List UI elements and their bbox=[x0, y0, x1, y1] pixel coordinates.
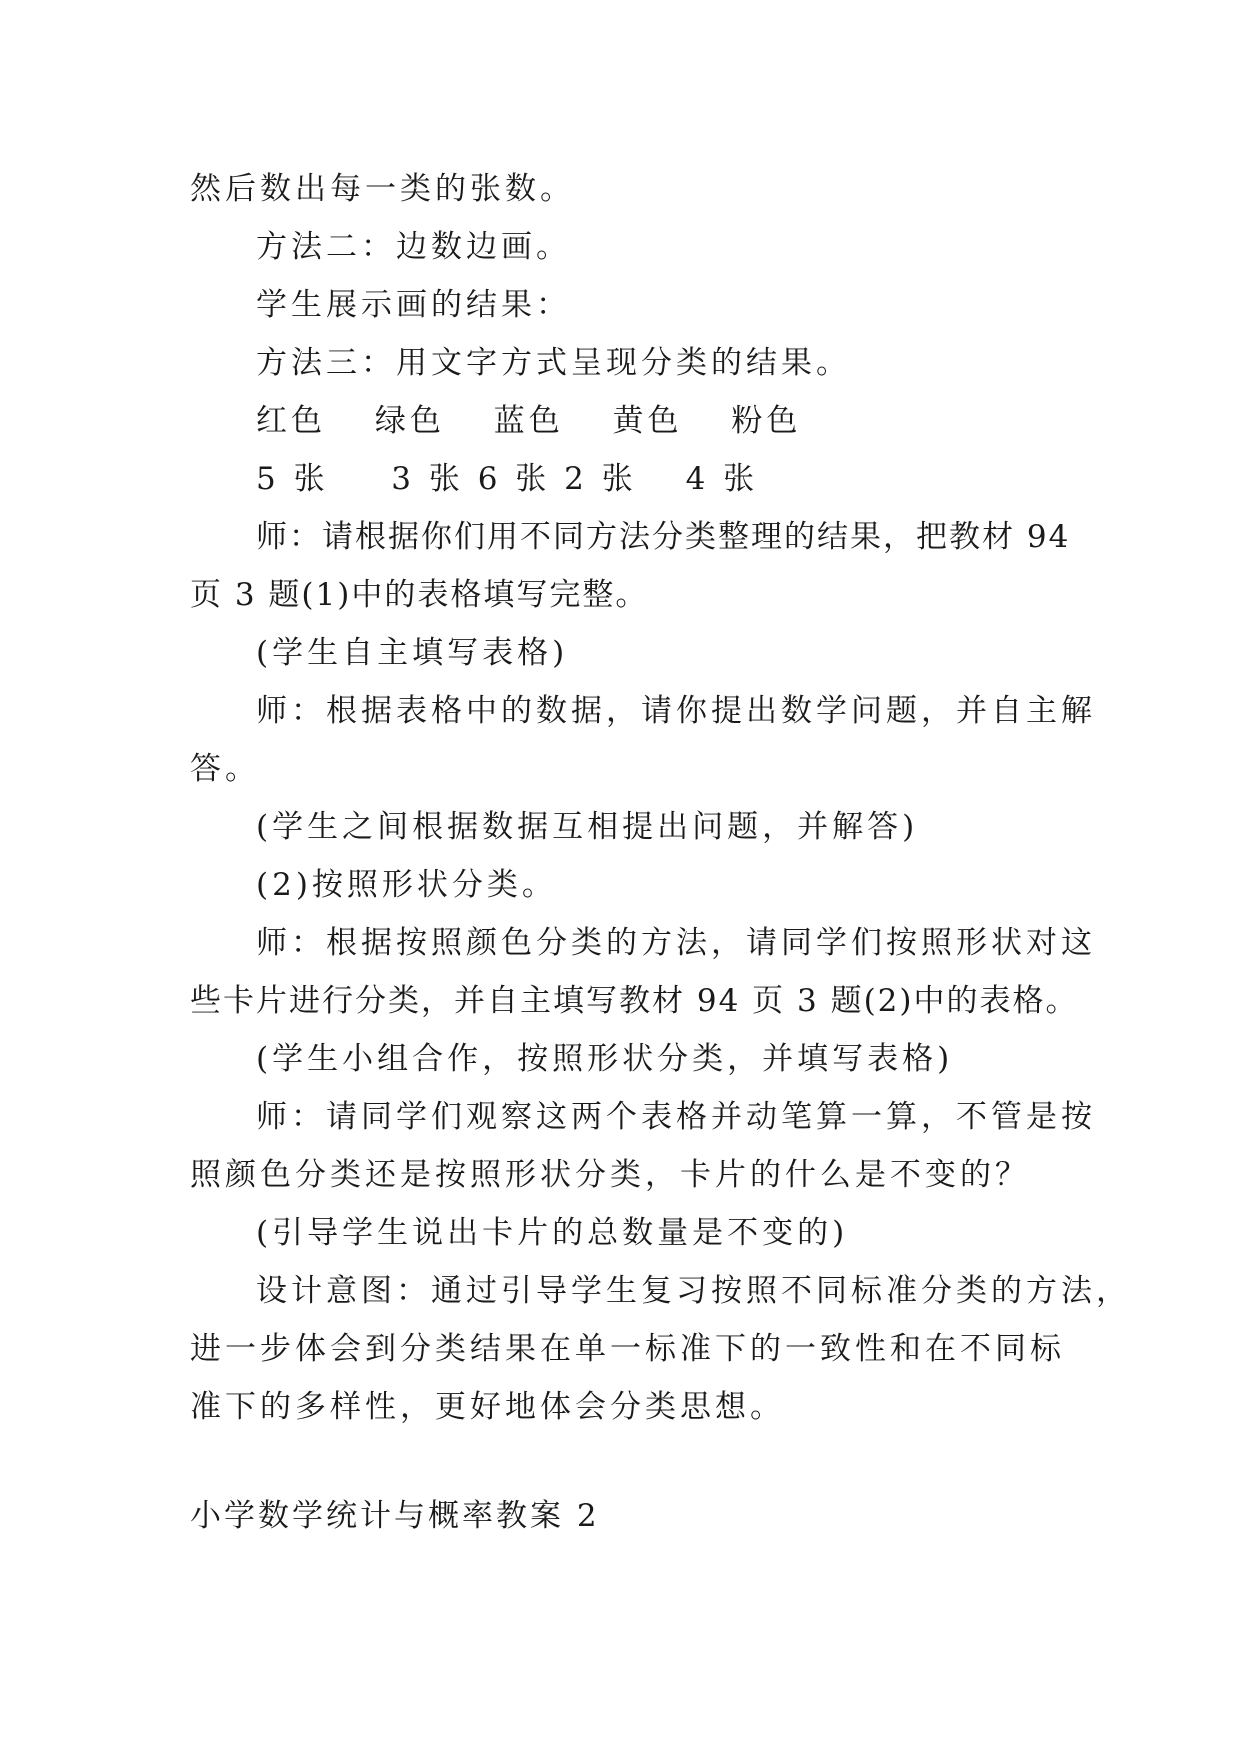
text-line: (学生自主填写表格) bbox=[256, 635, 569, 671]
text-line: 页 3 题(1)中的表格填写完整。 bbox=[190, 577, 649, 613]
text-line: 照颜色分类还是按照形状分类，卡片的什么是不变的？ bbox=[190, 1157, 1030, 1193]
text-line: 师：根据表格中的数据，请你提出数学问题，并自主解 bbox=[256, 693, 1096, 729]
text-line: 些卡片进行分类，并自主填写教材 94 页 3 题(2)中的表格。 bbox=[190, 983, 1079, 1019]
text-line: 然后数出每一类的张数。 bbox=[190, 171, 575, 207]
text-line: 准下的多样性，更好地体会分类思想。 bbox=[190, 1389, 785, 1425]
text-line: 进一步体会到分类结果在单一标准下的一致性和在不同标 bbox=[190, 1331, 1065, 1367]
card-counts-row: 5 张 3 张 6 张 2 张 4 张 bbox=[256, 461, 759, 497]
text-line: (学生小组合作，按照形状分类，并填写表格) bbox=[256, 1041, 954, 1077]
text-line: 师：请根据你们用不同方法分类整理的结果，把教材 94 bbox=[256, 519, 1071, 555]
color-categories-row: 红色 绿色 蓝色 黄色 粉色 bbox=[256, 403, 802, 439]
design-intent-line: 设计意图：通过引导学生复习按照不同标准分类的方法， bbox=[256, 1273, 1131, 1309]
section-heading: 小学数学统计与概率教案 2 bbox=[190, 1498, 600, 1534]
text-line: 方法二：边数边画。 bbox=[256, 229, 571, 265]
document-body bbox=[190, 160, 1131, 1436]
text-line: 师：根据按照颜色分类的方法，请同学们按照形状对这 bbox=[256, 925, 1096, 961]
text-line: (引导学生说出卡片的总数量是不变的) bbox=[256, 1215, 849, 1251]
text-line: 答。 bbox=[190, 751, 260, 787]
text-line: 师：请同学们观察这两个表格并动笔算一算，不管是按 bbox=[256, 1099, 1096, 1135]
text-line: (学生之间根据数据互相提出问题，并解答) bbox=[256, 809, 919, 845]
text-line: (2)按照形状分类。 bbox=[256, 867, 557, 903]
text-line: 方法三：用文字方式呈现分类的结果。 bbox=[256, 345, 851, 381]
text-line: 学生展示画的结果： bbox=[256, 287, 571, 323]
